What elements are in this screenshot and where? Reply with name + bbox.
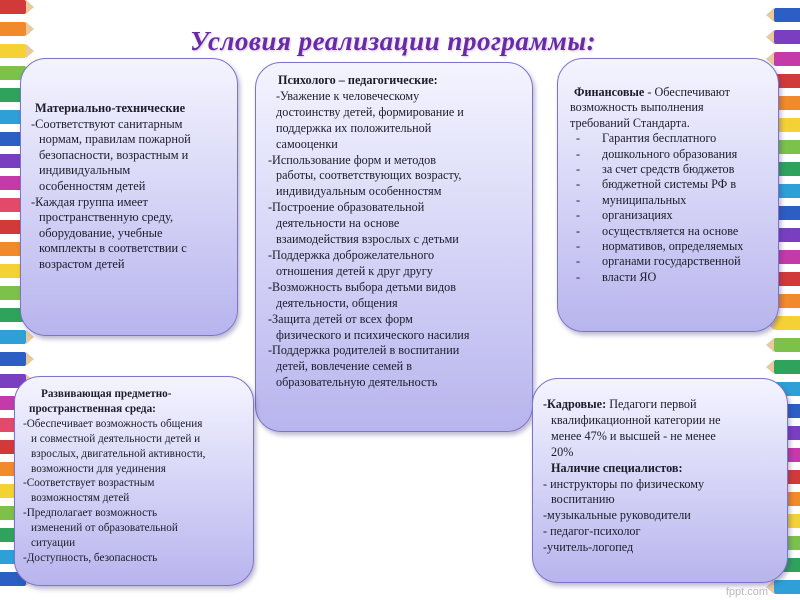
finance-item: - Гарантия бесплатного <box>570 131 770 146</box>
material-line: комплекты в соответствии с <box>39 241 187 256</box>
psych-line: детей, вовлечение семей в <box>276 359 412 374</box>
environment-heading: пространственная среда: <box>29 402 156 415</box>
environment-heading: Развивающая предметно- <box>41 388 172 400</box>
finance-item: - муниципальных <box>570 193 770 208</box>
psych-line: поддержка их положительной <box>276 120 432 135</box>
environment-line: взрослых, двигательной активности, <box>31 447 206 460</box>
psych-heading: Психолого – педагогические: <box>278 73 438 87</box>
environment-line: возможностям детей <box>31 492 130 505</box>
finance-intro-line: возможность выполнения <box>570 100 704 115</box>
environment-line: -Обеспечивает возможность общения <box>23 417 203 430</box>
psych-line: -Возможность выбора детьми видов <box>268 279 456 294</box>
material-line: -Соответствуют санитарным <box>31 116 183 131</box>
finance-intro-tail: - Обеспечивают <box>644 85 731 99</box>
specialists-heading: Наличие специалистов: <box>551 460 683 475</box>
material-line: индивидуальным <box>39 163 131 178</box>
environment-line: изменений от образовательной <box>31 522 178 535</box>
developing-environment-box <box>14 376 254 586</box>
material-line: нормам, правилам пожарной <box>39 132 191 147</box>
financial-box <box>557 58 779 332</box>
finance-intro <box>570 85 770 100</box>
psych-line: деятельности, общения <box>276 295 398 310</box>
psych-line: индивидуальным особенностям <box>276 184 442 199</box>
psych-line: -Уважение к человеческому <box>276 88 420 103</box>
staff-first-line <box>543 397 779 413</box>
psych-line: достоинству детей, формирование и <box>276 104 464 119</box>
psych-line: деятельности на основе <box>276 216 400 231</box>
environment-line: и совместной деятельности детей и <box>31 432 201 445</box>
psych-line: -Поддержка доброжелательного <box>268 247 435 262</box>
staff-heading: -Кадровые: <box>543 397 607 411</box>
specialist-line: -музыкальные руководители <box>543 508 691 523</box>
staff-first-tail: Педагоги первой <box>606 397 697 411</box>
staff-line: квалификационной категории не <box>551 412 721 427</box>
environment-line: -Доступность, безопасность <box>23 551 158 564</box>
psych-line: самооценки <box>276 136 338 151</box>
finance-item: - организациях <box>570 208 770 223</box>
psych-line: образовательную деятельность <box>276 375 438 390</box>
psych-line: взаимодействия взрослых с детьми <box>276 232 459 247</box>
psych-line: работы, соответствующих возрасту, <box>276 168 462 183</box>
finance-item: - дошкольного образования <box>570 147 770 162</box>
finance-item: - за счет средств бюджетов <box>570 162 770 177</box>
slide-title: Условия реализации программы: <box>190 26 597 56</box>
material-line: возрастом детей <box>39 256 125 271</box>
environment-line: возможности для уединения <box>31 462 166 475</box>
material-technical-box <box>20 58 238 336</box>
finance-item: - нормативов, определяемых <box>570 239 770 254</box>
material-heading: Материально-технические <box>35 101 186 115</box>
psych-line: -Поддержка родителей в воспитании <box>268 343 460 358</box>
material-line: оборудование, учебные <box>39 225 163 240</box>
staff-line: менее 47% и высшей - не менее <box>551 428 716 443</box>
material-line: безопасности, возрастным и <box>39 147 189 162</box>
finance-item: - осуществляется на основе <box>570 224 770 239</box>
specialist-line: -учитель-логопед <box>543 540 634 555</box>
specialist-line: - педагог-психолог <box>543 524 641 539</box>
staff-line: 20% <box>551 444 574 459</box>
material-line: -Каждая группа имеет <box>31 194 148 209</box>
finance-heading: Финансовые <box>574 85 645 99</box>
psych-line: отношения детей к друг другу <box>276 263 433 278</box>
material-line: пространственную среду, <box>39 210 174 225</box>
specialist-line: воспитанию <box>551 492 615 507</box>
psych-line: -Использование форм и методов <box>268 152 437 167</box>
finance-item: - органами государственной <box>570 254 770 269</box>
psych-line: физического и психического насилия <box>276 327 470 342</box>
psych-line: -Защита детей от всех форм <box>268 311 413 326</box>
material-line: особенностям детей <box>39 178 146 193</box>
watermark: fppt.com <box>725 586 768 598</box>
environment-line: -Соответствует возрастным <box>23 477 155 490</box>
finance-item: - бюджетной системы РФ в <box>570 177 770 192</box>
specialist-line: - инструкторы по физическому <box>543 476 705 491</box>
finance-list <box>570 131 770 285</box>
psychological-pedagogical-box <box>255 62 533 432</box>
staffing-box <box>532 378 788 583</box>
psych-line: -Построение образовательной <box>268 200 425 215</box>
finance-intro-line: требований Стандарта. <box>570 115 690 130</box>
finance-item: - власти ЯО <box>570 270 770 285</box>
environment-line: -Предполагает возможность <box>23 507 158 520</box>
environment-line: ситуации <box>31 537 76 550</box>
